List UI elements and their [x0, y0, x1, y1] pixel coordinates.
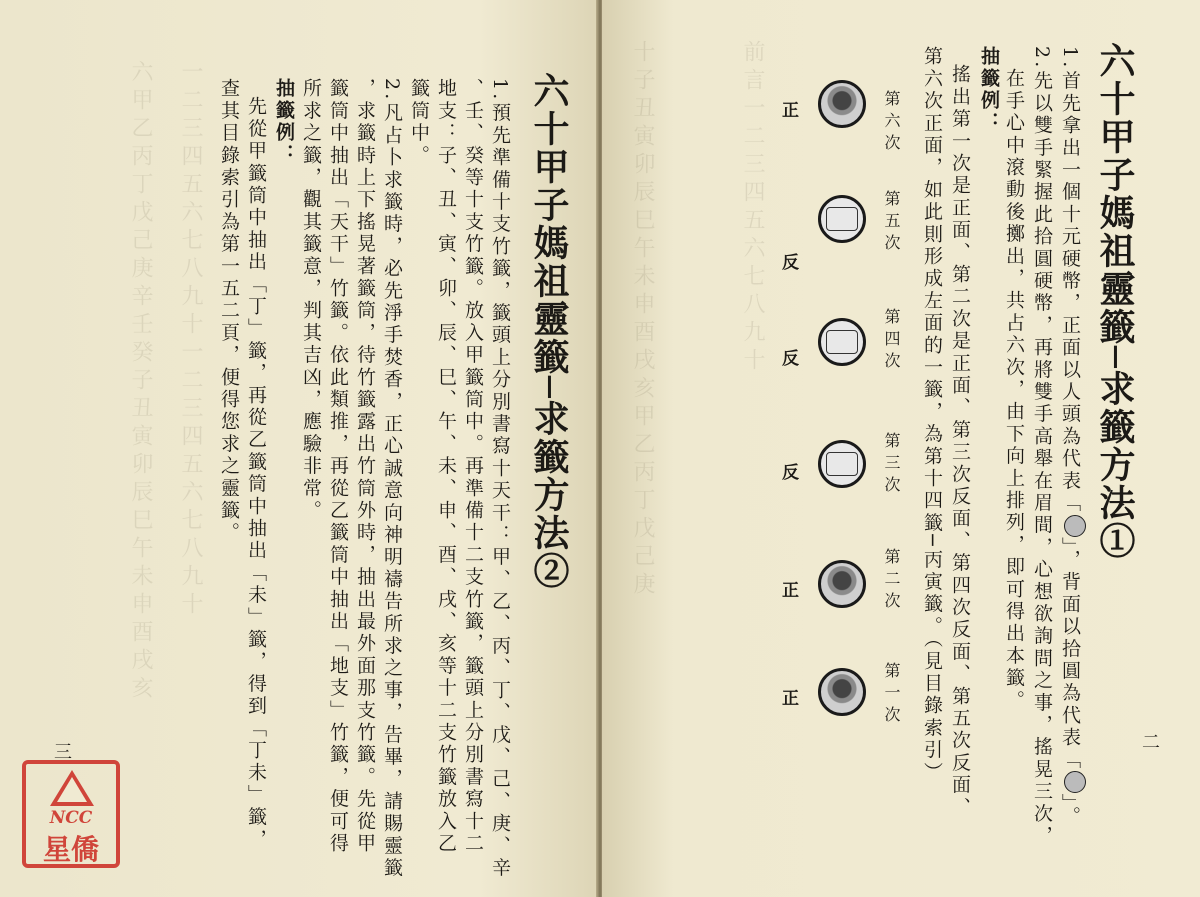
- right-line-1c: 」。: [1059, 793, 1081, 829]
- roll-result-5: 反: [782, 253, 799, 273]
- coin-roll-4-icon: [818, 318, 866, 366]
- right-example-line-1: 搖出第一次是正面、第二次是正面、第三次反面、第四次反面、第五次反面、: [949, 64, 971, 819]
- roll-label-2: 第二次: [882, 548, 901, 614]
- stamp-name-text: 星僑: [42, 833, 99, 866]
- roll-result-4: 反: [782, 349, 799, 369]
- coin-roll-6-icon: [818, 80, 866, 128]
- left-paragraph-3: 地支：子、丑、寅、卯、辰、巳、午、未、申、酉、戌、亥等十二支竹籤放入乙: [435, 78, 457, 855]
- coin-tail-icon: [1064, 771, 1086, 793]
- left-paragraph-5: 2.凡占卜求籤時，必先淨手焚香，正心誠意向神明禱告所求之事，告畢，請賜靈籤: [381, 78, 403, 880]
- coin-roll-5-icon: [818, 195, 866, 243]
- coin-roll-2-icon: [818, 560, 866, 608]
- coin-roll-1-icon: [818, 668, 866, 716]
- roll-result-3: 反: [782, 463, 799, 483]
- roll-label-5: 第五次: [882, 190, 901, 256]
- left-paragraph-6: ，求籤時上下搖晃著籤筒，待竹籤露出竹筒外時，抽出最外面那支竹籤。先從甲: [354, 78, 376, 855]
- publisher-stamp: [22, 760, 120, 868]
- left-paragraph-8: 所求之籤，觀其籤意，判其吉凶，應驗非常。: [300, 78, 322, 522]
- left-page-title: 六十甲子媽祖靈籤─求籤方法②: [528, 72, 570, 590]
- right-example-label: 抽籤例：: [978, 46, 1000, 134]
- left-page: 六甲乙丙丁戊己庚辛壬癸子丑寅卯辰巳午未申酉戌亥 一二三四五六七八九十一二三四五六七八九十 六十甲子媽祖靈籤─求籤方法② 1.預先準備十支竹籤，籤頭上分別書寫十天干：甲、乙、丙、丁、戊、己、庚、辛 、壬、癸等十支竹籤。放入甲籤筒中。再準備十二支竹籤，籤頭上分別書寫十二 地支：子、丑、寅、卯、辰、巳、午、未、申、酉、戌、亥等十二支竹籤放入乙 籤筒中。 2.凡占卜求籤時，必先淨手焚香，正心誠意向神明禱告所求之事，告畢，請賜靈籤 ，求籤時上下搖晃著籤筒，待竹籤露出竹筒外時，抽出最外面那支竹籤。先從甲 籤筒中抽出「天干」竹籤。依此類推，再從乙籤筒中抽出「地支」竹籤，便可得 所求之籤，觀其籤意，判其吉凶，應驗非常。 抽籤例： 先從甲籤筒中抽出「丁」籤，再從乙籤筒中抽出「未」籤，得到「丁未」籤， 查其目錄索引為第一五二頁，便得您求之靈籤。 三 NCC 星僑: [0, 0, 598, 897]
- coin-roll-3-icon: [818, 440, 866, 488]
- roll-label-6: 第六次: [882, 90, 901, 156]
- left-example-label: 抽籤例：: [273, 78, 295, 166]
- roll-label-3: 第三次: [882, 432, 901, 498]
- right-line-3: 在手心中滾動後擲出，共占六次，由下向上排列，即可得出本籤。: [1003, 68, 1025, 712]
- left-example-line-2: 查其目錄索引為第一五二頁，便得您求之靈籤。: [218, 78, 240, 545]
- left-paragraph-1: 1.預先準備十支竹籤，籤頭上分別書寫十天干：甲、乙、丙、丁、戊、己、庚、辛: [489, 78, 511, 880]
- right-line-1a: 1.首先拿出一個十元硬幣，正面以人頭為代表「: [1059, 46, 1081, 515]
- right-page-number: 二: [1142, 732, 1160, 753]
- left-paragraph-7: 籤筒中抽出「天干」竹籤。依此類推，再從乙籤筒中抽出「地支」竹籤，便可得: [327, 78, 349, 855]
- left-paragraph-2: 、壬、癸等十支竹籤。放入甲籤筒中。再準備十二支竹籤，籤頭上分別書寫十二: [462, 78, 484, 855]
- roll-label-1: 第一次: [882, 662, 901, 728]
- roll-result-2: 正: [782, 581, 799, 601]
- right-page: 十子丑寅卯辰巳午未申酉戌亥甲乙丙丁戊己庚 前言一二三四五六七八九十 六十甲子媽祖靈籤─求籤方法① 1.首先拿出一個十元硬幣，正面以人頭為代表「」，背面以拾圓為代表「」。 2.先以雙手緊握此拾圓硬幣，再將雙手高舉在眉間，心想欲詢問之事，搖晃三次， 在手心中滾動後擲出，共占六次，由下向上排列，即可得出本籤。 抽籤例： 搖出第一次是正面、第二次是正面、第三次反面、第四次反面、第五次反面、 第六次正面，如此則形成左面的一籤，為第十四籤─丙寅籤。（見目錄索引） 第六次 第五次 第四次 第三次 第二次 第一次 正 反 反 反 正 正 二: [602, 0, 1200, 897]
- right-line-1b: 」，背面以拾圓為代表「: [1059, 536, 1081, 772]
- left-page-number: 三: [54, 742, 72, 763]
- roll-result-6: 正: [782, 101, 799, 121]
- stamp-ncc-text: NCC: [49, 808, 93, 828]
- roll-result-1: 正: [782, 689, 799, 709]
- right-example-line-2: 第六次正面，如此則形成左面的一籤，為第十四籤─丙寅籤。（見目錄索引）: [921, 46, 943, 784]
- stamp-triangle-icon: [50, 770, 94, 806]
- right-page-title: 六十甲子媽祖靈籤─求籤方法①: [1094, 42, 1136, 560]
- left-paragraph-4: 籤筒中。: [408, 78, 430, 167]
- coin-head-icon: [1064, 515, 1086, 537]
- roll-label-4: 第四次: [882, 308, 901, 374]
- right-line-2: 2.先以雙手緊握此拾圓硬幣，再將雙手高舉在眉間，心想欲詢問之事，搖晃三次，: [1031, 46, 1053, 848]
- right-line-1: [1058, 46, 1086, 828]
- left-example-line-1: 先從甲籤筒中抽出「丁」籤，再從乙籤筒中抽出「未」籤，得到「丁未」籤，: [245, 96, 267, 851]
